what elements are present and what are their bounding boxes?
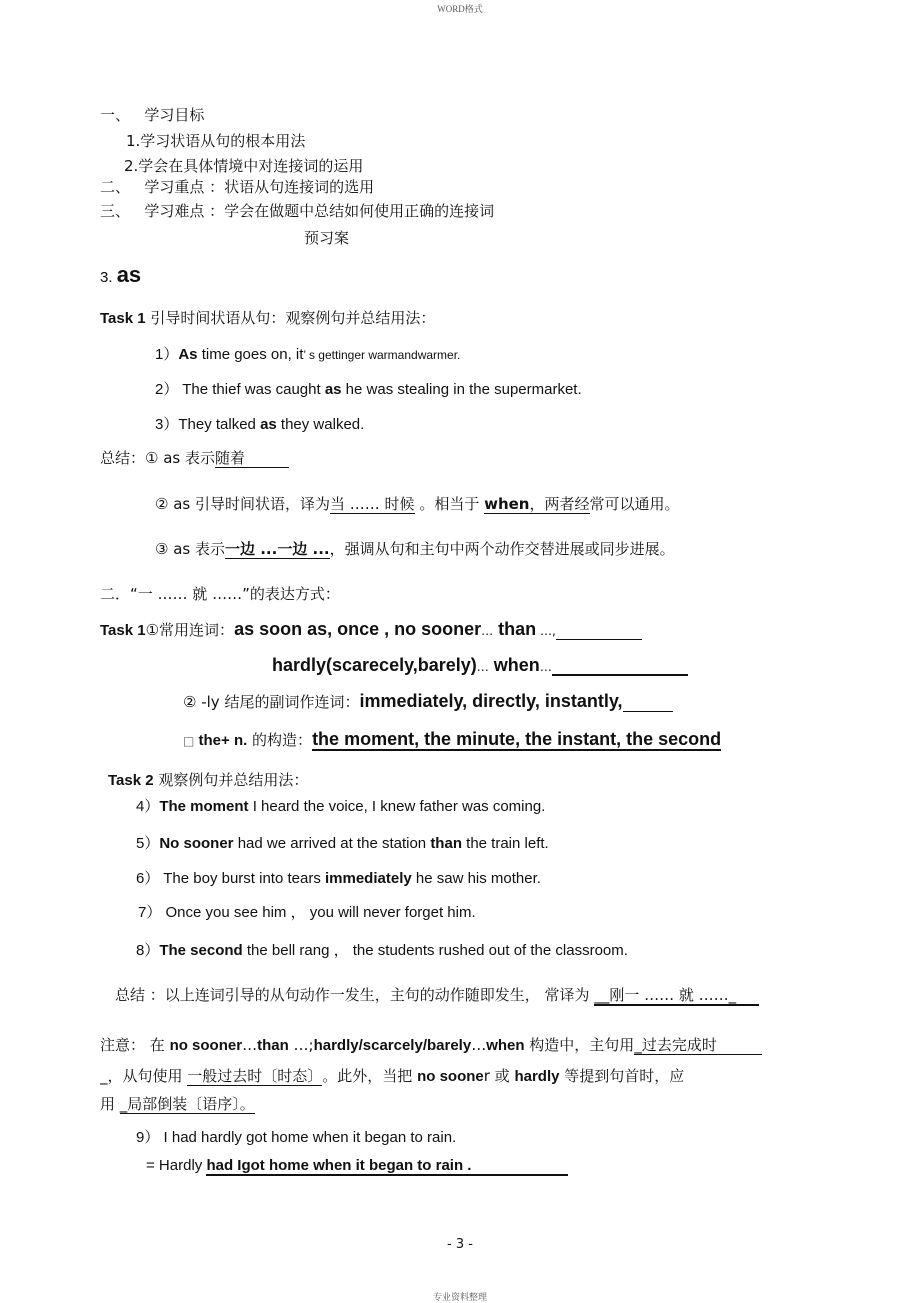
note-line-2 <box>100 1065 684 1086</box>
keyword: than <box>430 835 462 852</box>
conjunction: hardly(scarecely,barely) <box>272 655 477 675</box>
example-6 <box>136 867 541 888</box>
answer-blank: had Igot home when it began to rain . <box>206 1158 568 1176</box>
summary-1-line-3 <box>155 538 675 559</box>
summary-text: ② as 引导时间状语，译为 <box>155 495 330 513</box>
box-icon: □ <box>183 734 195 748</box>
section-number: 3. <box>100 269 113 286</box>
answer-blank: _局部倒装〔语序〕。 <box>119 1095 255 1113</box>
summary-text: ③ as 表示 <box>155 540 225 558</box>
note-text: … <box>471 1036 487 1054</box>
keyword: As <box>178 346 198 363</box>
example-text: The thief was caught <box>178 381 325 398</box>
goals-heading <box>100 104 204 125</box>
note-line-3 <box>100 1093 255 1114</box>
answer-blank: __刚一 …… 就 ……_ <box>594 988 759 1006</box>
summary-label: 总结：① as 表示 <box>100 449 215 467</box>
example-text: I heard the voice, I knew father was coming. <box>248 798 546 815</box>
note-line-1 <box>100 1034 762 1055</box>
example-9 <box>136 1126 456 1147</box>
ly-label: ② -ly 结尾的副词作连词： <box>183 693 360 711</box>
note-text: 在 <box>145 1036 170 1054</box>
answer-blank: 一边 ...一边 ... <box>225 540 330 558</box>
page-number: - 3 - <box>447 1237 473 1252</box>
note-label: 注意： <box>100 1036 146 1054</box>
ly-words: immediately, directly, instantly, <box>359 691 623 711</box>
example-text: he saw his mother. <box>411 870 541 887</box>
example-number: 8） <box>136 942 160 959</box>
task-label: Task 1 <box>100 622 146 639</box>
heading-number: 一、 <box>100 106 131 124</box>
example-number: 3） <box>155 416 179 433</box>
summary-text: 总结 ：以上连词引导的从句动作一发生，主句的动作随即发生， 常译为 <box>115 986 595 1004</box>
example-number: 7） <box>138 904 162 921</box>
task1b-line-3 <box>183 691 673 712</box>
task2-heading <box>108 769 308 790</box>
summary-2 <box>115 984 759 1006</box>
example-4 <box>136 795 545 816</box>
structure-words: the moment, the minute, the instant, the second <box>312 729 722 749</box>
summary-text: 常可以通用。 <box>589 495 680 513</box>
summary-text: 。相当于 <box>414 495 485 513</box>
example-text-small: ’ s gettinger warmandwarmer. <box>303 348 461 362</box>
task1b-line-1 <box>100 619 642 640</box>
ellipsis: … <box>481 624 494 638</box>
keyword: immediately <box>325 870 412 887</box>
example-number: 2） <box>155 381 179 398</box>
keyword: when <box>484 495 530 513</box>
summary-1-line-2 <box>155 493 680 514</box>
example-text: he was stealing in the supermarket. <box>341 381 582 398</box>
task1b-line-2 <box>272 655 688 676</box>
heading-text: 学习目标 <box>144 106 205 124</box>
keyword: No sooner <box>159 835 234 852</box>
section-2-title: 二．“一 …… 就 ……”的表达方式： <box>100 585 340 603</box>
page-footer: 专业资料整理 <box>432 1293 487 1303</box>
example-text: They talked <box>178 416 261 433</box>
section-word: as <box>116 262 142 287</box>
example-2 <box>155 378 582 399</box>
note-text: 构造中，主句用 <box>524 1036 635 1054</box>
keyword: The second <box>159 942 243 959</box>
note-text: 用 <box>100 1095 120 1113</box>
keyword: hardly <box>514 1068 560 1085</box>
note-text: … <box>242 1036 258 1054</box>
ellipsis: … <box>539 660 552 674</box>
preview-title: 预习案 <box>304 229 350 247</box>
keyword: as <box>260 416 277 433</box>
keyword: when <box>486 1037 525 1054</box>
summary-text: ，强调从句和主句中两个动作交替进展或同步进展。 <box>329 540 675 558</box>
task-text: 引导时间状语从句：观察例句并总结用法： <box>150 309 436 327</box>
structure-label: the+ n. <box>194 732 248 749</box>
summary-text: ，两者经 <box>529 495 590 513</box>
example-text: The boy burst into tears <box>159 870 325 887</box>
task1-heading <box>100 307 435 328</box>
note-text: _，从句使用 <box>100 1067 188 1085</box>
difficulty <box>100 200 494 221</box>
keyword: no sooner <box>169 1037 243 1054</box>
note-text: 等提到句首时，应 <box>559 1067 685 1085</box>
difficulty-text: 学习难点 ：学会在做题中总结如何使用正确的连接词 <box>144 202 495 220</box>
example-text: the bell rang ， the students rushed out of the classroom. <box>242 942 628 959</box>
example-text: the train left. <box>461 835 549 852</box>
example-number: 1） <box>155 346 179 363</box>
rewrite-prefix: = Hardly <box>146 1157 207 1174</box>
task-text: 常用连词： <box>159 621 235 639</box>
conjunction: as soon as, once , no sooner <box>234 619 482 639</box>
keyword: no soone <box>417 1068 484 1085</box>
example-text: Once you see him ， you will never forget him. <box>161 904 476 921</box>
keyword: hardly/scarcely/barely <box>313 1037 472 1054</box>
example-number: 9） <box>136 1129 160 1146</box>
keyword: than <box>257 1037 289 1054</box>
difficulty-number: 三、 <box>100 202 131 220</box>
blank-line <box>552 658 688 676</box>
blank-line <box>623 695 673 712</box>
key-number: 二、 <box>100 178 131 196</box>
answer-blank: _过去完成时 <box>634 1038 762 1055</box>
ellipsis: … <box>476 660 489 674</box>
section-as-heading <box>100 262 141 288</box>
answer-blank: 一般过去时〔时态〕 <box>187 1067 323 1085</box>
key-point <box>100 176 374 197</box>
example-text: they walked. <box>276 416 365 433</box>
example-number: 5） <box>136 835 160 852</box>
structure-text: 的构造： <box>247 731 313 749</box>
task-label: Task 2 <box>108 772 154 789</box>
example-5 <box>136 832 549 853</box>
keyword: The moment <box>159 798 249 815</box>
example-number: 6） <box>136 870 160 887</box>
goal-item-2: 2.学会在具体情境中对连接词的运用 <box>124 157 364 175</box>
note-text: 。此外，当把 <box>322 1067 418 1085</box>
keyword: as <box>324 381 342 398</box>
example-1 <box>155 343 460 364</box>
example-text: time goes on, it <box>197 346 304 363</box>
blank-line <box>556 623 642 640</box>
answer-blank: 当 …… 时候 <box>330 495 415 513</box>
answer-blank: 随着 <box>215 451 289 468</box>
example-text: had we arrived at the station <box>233 835 431 852</box>
task-label: Task 1 <box>100 310 146 327</box>
example-9-rewrite <box>146 1157 568 1176</box>
example-number: 4） <box>136 798 160 815</box>
conjunction: when <box>488 655 540 675</box>
page-header: WORD格式 <box>437 4 483 14</box>
example-text: I had hardly got home when it began to rain. <box>159 1129 457 1146</box>
conjunction: than <box>493 619 537 639</box>
example-8 <box>136 939 628 960</box>
note-text: …; <box>288 1036 314 1054</box>
circle-number: ① <box>145 621 160 639</box>
summary-1-line-1 <box>100 447 289 468</box>
key-text: 学习重点 ：状语从句连接词的选用 <box>144 178 375 196</box>
example-7 <box>138 901 476 922</box>
goal-item-1: 1.学习状语从句的根本用法 <box>126 132 306 150</box>
task1b-line-4 <box>183 729 721 751</box>
ellipsis: …, <box>536 624 556 638</box>
note-text: r 或 <box>483 1067 515 1085</box>
task-text: 观察例句并总结用法： <box>153 771 309 789</box>
example-3 <box>155 413 364 434</box>
